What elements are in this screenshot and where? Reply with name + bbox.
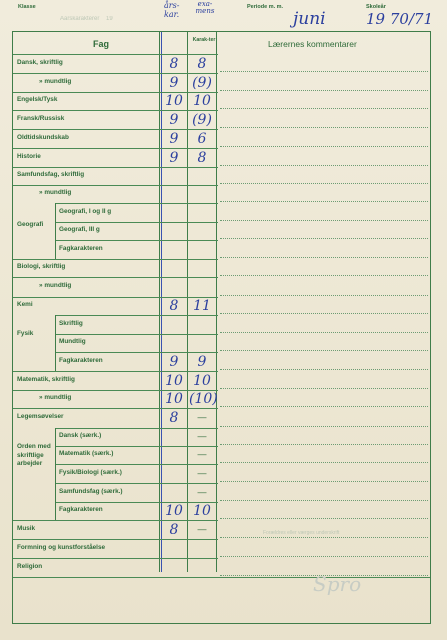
comment-line: [220, 127, 428, 128]
comment-line: [220, 238, 428, 239]
row-separator: [13, 54, 218, 55]
comment-line: [220, 165, 428, 166]
aarskarakter-value: 10: [165, 503, 183, 519]
aarskarakter-value: 10: [165, 93, 183, 109]
comment-line: [220, 201, 428, 202]
eksamenskarakter-value: 11: [193, 298, 211, 314]
subject-label: Formning og kunstforståelse: [17, 543, 106, 551]
row-separator: [13, 110, 218, 111]
kommentarer-header: Lærernes kommentarer: [268, 39, 357, 49]
group-orden: Orden med skriftlige arbejder: [17, 443, 51, 468]
subject-label: Geografi, III g: [59, 226, 100, 233]
row-separator: [13, 558, 218, 559]
eksamenskarakter-value: (9): [192, 74, 212, 91]
subject-label: Geografi, I og II g: [59, 207, 112, 215]
row-separator: [55, 240, 218, 241]
comment-line: [220, 71, 428, 72]
row-separator: [55, 464, 218, 465]
row-separator: [13, 167, 218, 168]
comment-line: [220, 462, 428, 463]
aars-karakter-header: års-kar.: [164, 1, 180, 19]
row-separator: [13, 129, 218, 130]
group-geografi: Geografi: [17, 221, 44, 228]
comment-line: [220, 500, 428, 501]
subject-label: » mundtlig: [39, 77, 72, 85]
comment-line: [220, 444, 428, 445]
subject-label: Historie: [17, 152, 41, 160]
group-fysik: Fysik: [17, 330, 34, 337]
aarskarakter-value: 8: [169, 521, 179, 538]
comment-line: [220, 518, 428, 519]
eksamenskarakter-value: —: [197, 467, 207, 478]
subject-label: Engelsk/Tysk: [17, 96, 58, 103]
group-divider: [55, 203, 56, 259]
subject-label: Musik: [17, 524, 36, 532]
row-separator: [55, 483, 218, 484]
periode-value: juni: [293, 9, 326, 29]
subject-label: Legemsøvelser: [17, 413, 64, 420]
eksamenskarakter-value: (9): [192, 111, 212, 128]
comment-line: [220, 406, 428, 407]
row-separator: [55, 203, 218, 204]
eksamenskarakter-value: 10: [193, 503, 211, 519]
group-divider: [55, 428, 56, 520]
ghost-signature: Spro: [313, 572, 362, 596]
comment-line: [220, 275, 428, 276]
aarskarakter-value: 8: [169, 410, 179, 426]
aarskarakter-value: 10: [165, 391, 183, 407]
eksamenskarakter-value: —: [197, 523, 207, 534]
row-separator: [13, 520, 218, 521]
row-separator: [13, 277, 218, 278]
row-separator: [13, 259, 218, 260]
subject-label: Fransk/Russisk: [17, 114, 65, 122]
eksamenskarakter-value: 10: [193, 93, 211, 109]
eksamenskarakter-value: 10: [193, 372, 211, 389]
table-bottom-line: [13, 577, 430, 578]
eksamenskarakter-value: —: [197, 486, 207, 497]
aarskarakter-value: 9: [169, 74, 179, 91]
subject-label: Dansk (særk.): [59, 432, 102, 439]
skoleaar-label: Skoleår: [366, 4, 386, 10]
divider-karakter: [216, 32, 217, 572]
fag-header: Fag: [93, 39, 110, 49]
aarskarakter-value: 10: [165, 372, 183, 389]
subject-label: » mundtlig: [39, 189, 72, 196]
comment-line: [220, 556, 428, 557]
karakter-header: Karak-ter: [192, 37, 216, 43]
subject-label: Fagkarakteren: [59, 356, 103, 364]
subject-label: Samfundsfag (særk.): [59, 487, 123, 495]
group-divider: [55, 315, 56, 371]
row-separator: [13, 539, 218, 540]
row-separator: [55, 428, 218, 429]
comment-line: [220, 313, 428, 314]
skoleaar-value: 19 70/71: [366, 10, 434, 28]
eksamenskarakter-value: 8: [197, 55, 207, 72]
subject-label: Religion: [17, 562, 43, 570]
subject-label: Kemi: [17, 301, 33, 308]
comment-line: [220, 295, 428, 296]
subject-label: » mundtlig: [39, 282, 72, 289]
eksamenskarakter-value: (10): [189, 391, 218, 407]
eksamenskarakter-value: —: [197, 449, 207, 459]
comment-line: [220, 183, 428, 184]
row-separator: [13, 148, 218, 149]
klasse-label: Klasse: [18, 4, 36, 10]
eksamens-header: exa-mens: [195, 0, 215, 15]
divider-fag: [159, 32, 160, 572]
row-separator: [55, 334, 218, 335]
comment-line: [220, 220, 428, 221]
subject-label: Matematik (særk.): [59, 450, 114, 457]
subject-label: Fysik/Biologi (særk.): [59, 468, 122, 476]
eksamenskarakter-value: 9: [197, 353, 207, 370]
row-separator: [13, 297, 218, 298]
eksamenskarakter-value: —: [197, 431, 207, 441]
row-separator: [55, 352, 218, 353]
row-separator: [13, 92, 218, 93]
comment-line: [220, 369, 428, 370]
subject-label: Skriftlig: [59, 319, 83, 327]
eksamenskarakter-value: 8: [197, 149, 207, 166]
row-separator: [13, 185, 218, 186]
row-separator: [13, 371, 218, 372]
comment-line: [220, 537, 428, 538]
comment-line: [220, 90, 428, 91]
aarskarakter-value: 8: [169, 298, 179, 314]
subject-label: Biologi, skriftlig: [17, 263, 66, 270]
comment-line: [220, 481, 428, 482]
subject-label: » mundtlig: [39, 394, 72, 401]
subject-label: Fagkarakteren: [59, 244, 103, 252]
aarskarakter-value: 9: [169, 149, 179, 166]
row-separator: [55, 315, 218, 316]
subject-label: Dansk, skriftlig: [17, 58, 63, 66]
divider-aar: [187, 32, 188, 572]
row-separator: [55, 222, 218, 223]
comment-line: [220, 350, 428, 351]
periode-label: Periode m. m.: [247, 4, 284, 10]
row-separator: [13, 390, 218, 391]
comment-line: [220, 108, 428, 109]
aarskarakter-value: 8: [169, 55, 179, 72]
ghost-print: Aarskarakterer 19: [60, 16, 113, 22]
eksamenskarakter-value: 6: [197, 130, 207, 147]
subject-label: Oldtidskundskab: [17, 133, 69, 141]
comment-line: [220, 332, 428, 333]
row-separator: [13, 408, 218, 409]
subject-label: Fagkarakteren: [59, 506, 103, 513]
comment-line: [220, 257, 428, 258]
row-separator: [55, 446, 218, 447]
comment-line: [220, 146, 428, 147]
ghost-stamp: Forældres eller værges underskrift: [263, 530, 340, 536]
aarskarakter-value: 9: [169, 130, 179, 147]
subject-label: Mundtlig: [59, 338, 86, 345]
row-separator: [13, 73, 218, 74]
subject-label: Matematik, skriftlig: [17, 375, 75, 383]
comment-line: [220, 388, 428, 389]
comment-line: [220, 426, 428, 427]
aarskarakter-value: 9: [169, 353, 179, 370]
subject-label: Samfundsfag, skriftlig: [17, 171, 85, 178]
eksamenskarakter-value: —: [197, 412, 207, 422]
aarskarakter-value: 9: [169, 111, 179, 128]
